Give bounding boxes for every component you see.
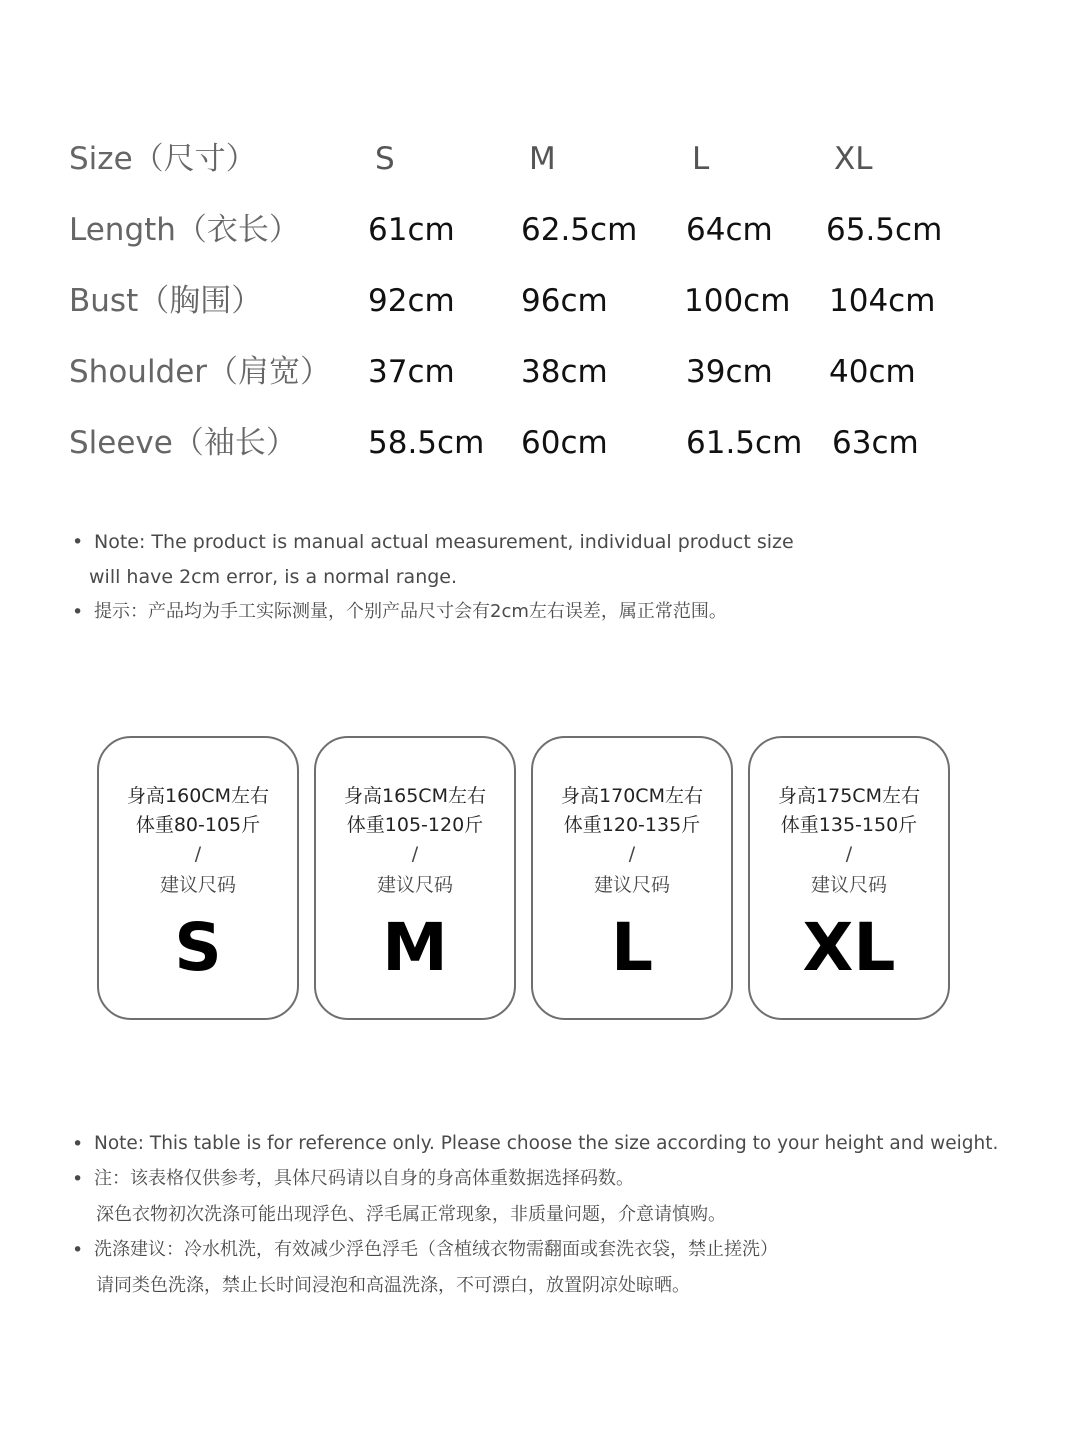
card-recommend-label: 建议尺码 xyxy=(593,874,670,896)
length-m: 62.5cm xyxy=(521,212,638,248)
bust-label: Bust（胸围） xyxy=(69,283,263,319)
card-size-letter: L xyxy=(610,909,654,986)
dark-clothing-note: 深色衣物初次洗涤可能出现浮色、浮毛属正常现象，非质量问题，介意请慎购。 xyxy=(96,1204,726,1225)
card-height: 身高170CM左右 xyxy=(561,785,703,807)
bust-s: 92cm xyxy=(368,283,455,319)
shoulder-l: 39cm xyxy=(686,354,773,390)
wash-advice-2: 请同类色洗涤，禁止长时间浸泡和高温洗涤，不可漂白，放置阴凉处晾晒。 xyxy=(96,1275,690,1296)
size-card-l xyxy=(531,736,733,1020)
sleeve-row xyxy=(0,413,1080,473)
card-recommend-label: 建议尺码 xyxy=(376,874,453,896)
size-card-m xyxy=(314,736,516,1020)
size-header-row xyxy=(0,129,1080,189)
card-weight: 体重105-120斤 xyxy=(346,814,484,836)
bust-m: 96cm xyxy=(521,283,608,319)
card-recommend-label: 建议尺码 xyxy=(159,874,236,896)
note-bullet: • xyxy=(72,1168,84,1190)
card-height: 身高160CM左右 xyxy=(127,785,269,807)
note-bullet: • xyxy=(72,601,84,623)
card-weight: 体重135-150斤 xyxy=(780,814,918,836)
size-header-m: M xyxy=(529,141,556,177)
length-label: Length（衣长） xyxy=(69,212,300,248)
card-height: 身高175CM左右 xyxy=(778,785,920,807)
size-header-xl: XL xyxy=(834,141,873,177)
reference-note-cn: 注：该表格仅供参考，具体尺码请以自身的身高体重数据选择码数。 xyxy=(94,1168,634,1189)
measure-note-en-1: Note: The product is manual actual measurement, individual product size xyxy=(94,531,794,553)
note-bullet: • xyxy=(72,531,84,553)
size-header-label: Size（尺寸） xyxy=(69,141,257,177)
sleeve-s: 58.5cm xyxy=(368,425,485,461)
shoulder-s: 37cm xyxy=(368,354,455,390)
measure-note-en-2: will have 2cm error, is a normal range. xyxy=(89,566,458,588)
card-weight: 体重120-135斤 xyxy=(563,814,701,836)
shoulder-xl: 40cm xyxy=(829,354,916,390)
shoulder-label: Shoulder（肩宽） xyxy=(69,354,332,390)
length-row xyxy=(0,200,1080,260)
card-weight: 体重80-105斤 xyxy=(135,814,261,836)
shoulder-row xyxy=(0,342,1080,402)
reference-note-en: Note: This table is for reference only. Please choose the size according to your height and weight. xyxy=(94,1133,999,1154)
card-size-letter: S xyxy=(174,909,222,986)
length-s: 61cm xyxy=(368,212,455,248)
length-xl: 65.5cm xyxy=(826,212,943,248)
measure-note-cn: 提示：产品均为手工实际测量，个别产品尺寸会有2cm左右误差，属正常范围。 xyxy=(94,601,727,622)
sleeve-xl: 63cm xyxy=(832,425,919,461)
size-header-l: L xyxy=(692,141,710,177)
bust-l: 100cm xyxy=(684,283,791,319)
shoulder-m: 38cm xyxy=(521,354,608,390)
sleeve-l: 61.5cm xyxy=(686,425,803,461)
card-separator: / xyxy=(628,843,636,865)
card-recommend-label: 建议尺码 xyxy=(810,874,887,896)
bust-row xyxy=(0,271,1080,331)
length-l: 64cm xyxy=(686,212,773,248)
card-size-letter: XL xyxy=(802,909,896,986)
card-separator: / xyxy=(845,843,853,865)
sleeve-label: Sleeve（袖长） xyxy=(69,425,297,461)
card-separator: / xyxy=(411,843,419,865)
sleeve-m: 60cm xyxy=(521,425,608,461)
card-size-letter: M xyxy=(382,909,448,986)
size-card-xl xyxy=(748,736,950,1020)
card-height: 身高165CM左右 xyxy=(344,785,486,807)
size-header-s: S xyxy=(375,141,395,177)
card-separator: / xyxy=(194,843,202,865)
wash-advice-1: 洗涤建议：冷水机洗，有效减少浮色浮毛（含植绒衣物需翻面或套洗衣袋，禁止搓洗） xyxy=(94,1239,778,1260)
note-bullet: • xyxy=(72,1239,84,1261)
note-bullet: • xyxy=(72,1133,84,1155)
size-card-s xyxy=(97,736,299,1020)
bust-xl: 104cm xyxy=(829,283,936,319)
